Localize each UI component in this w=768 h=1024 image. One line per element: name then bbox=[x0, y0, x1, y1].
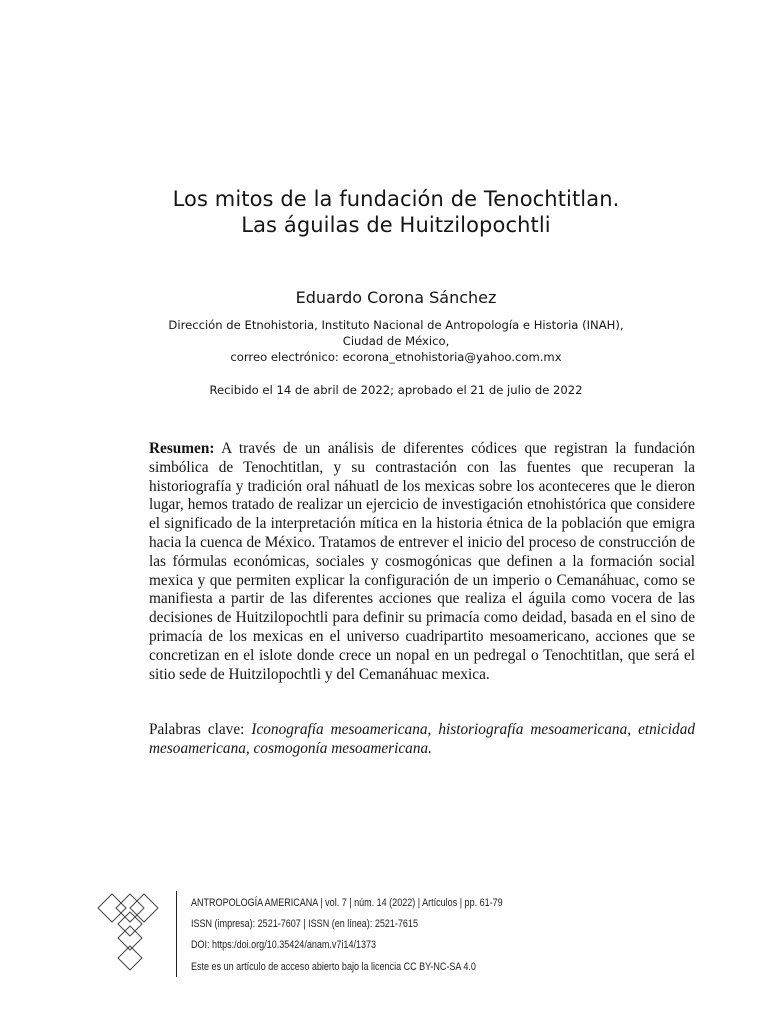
footer-divider bbox=[176, 891, 177, 977]
affiliation-line-2: Ciudad de México, bbox=[342, 334, 450, 348]
journal-logo-icon bbox=[96, 890, 160, 978]
journal-footer bbox=[191, 893, 503, 978]
title-line-1: Los mitos de la fundación de Tenochtitlan. bbox=[172, 187, 620, 211]
abstract-label: Resumen: bbox=[149, 440, 215, 457]
article-title bbox=[0, 186, 768, 238]
footer-issn: ISSN (impresa): 2521-7607 | ISSN (en línea): 2521-7615 bbox=[191, 918, 418, 931]
footer-doi: DOI: https:/doi.org/10.35424/anam.v7i14/1373 bbox=[191, 939, 377, 952]
affiliation-line-3: correo electrónico: ecorona_etnohistoria@yahoo.com.mx bbox=[230, 350, 562, 364]
keywords bbox=[149, 721, 695, 759]
received-dates: Recibido el 14 de abril de 2022; aprobado el 21 de julio de 2022 bbox=[209, 383, 583, 397]
affiliation-line-1: Dirección de Etnohistoria, Instituto Nacional de Antropología e Historia (INAH), bbox=[168, 318, 624, 332]
footer-citation: ANTROPOLOGÍA AMERICANA | vol. 7 | núm. 14 (2022) | Artículos | pp. 61-79 bbox=[191, 897, 503, 909]
abstract bbox=[149, 440, 695, 684]
footer-license: Este es un artículo de acceso abierto bajo la licencia CC BY-NC-SA 4.0 bbox=[191, 960, 476, 973]
keywords-label: Palabras clave: bbox=[149, 721, 245, 738]
abstract-text: A través de un análisis de diferentes códices que registran la fundación simbólica de Tenochtitlan, y su contrastación con las fuentes que recuperan la historiografía y tradición oral náhuatl de los mexicas sobre los aconteceres que le dieron lugar, hemos tratado de realizar un ejercicio de investigación etnohistórica que considere el significado de la interpretación mítica en la historia étnica de la población que emigra hacia la cuenca de México. Tratamos de entrever el inicio del proceso de construcción de las fórmulas económicas, sociales y cosmogónicas que definen a la formación social mexica y que permiten explicar la configuración de un imperio o Cemanáhuac, como se manifiesta a partir de las diferentes acciones que realiza el águila como vocera de las decisiones de Huitzilopochtli para definir su primacía como deidad, basada en el sino de primacía de los mexicas en el universo cuadripartito mesoamericano, acciones que se concretizan en el islote donde crece un nopal en un pedregal o Tenochtitlan, que será el sitio sede de Huitzilopochtli y del Cemanáhuac mexica. bbox=[149, 440, 695, 683]
author-name: Eduardo Corona Sánchez bbox=[295, 288, 497, 307]
author-affiliation bbox=[0, 317, 768, 365]
title-line-2: Las águilas de Huitzilopochtli bbox=[241, 213, 551, 237]
keywords-text: Iconografía mesoamericana, historiografía mesoamericana, etnicidad mesoamericana, cosmogonía mesoamericana. bbox=[149, 721, 695, 757]
